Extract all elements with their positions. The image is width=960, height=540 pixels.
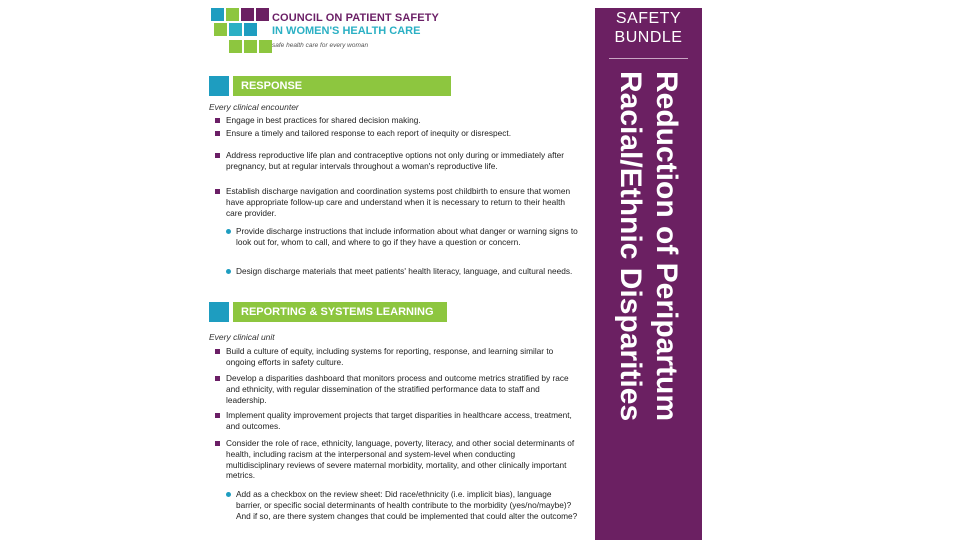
bullet-square (215, 376, 220, 381)
bullet-dot (226, 229, 231, 234)
section-marker-square (209, 76, 229, 96)
logo-square (211, 8, 224, 21)
logo-name-line2: IN WOMEN'S HEALTH CARE (272, 25, 421, 37)
list-item: Establish discharge navigation and coordination systems post childbirth to ensure that women have appropriate follow-up care and understand when it is necessary to return to their health care provider. (215, 186, 575, 218)
bullet-square (215, 349, 220, 354)
logo-square (244, 23, 257, 36)
divider (609, 58, 688, 59)
list-item: Develop a disparities dashboard that monitors process and outcome metrics stratified by race and ethnicity, with regular dissemination of the stratified performance data to staff and leadership. (215, 373, 575, 405)
logo-square (229, 40, 242, 53)
logo-square (244, 40, 257, 53)
response-heading: RESPONSE (233, 76, 451, 96)
bundle-title-line1: Reduction of Peripartum (650, 71, 683, 422)
bullet-square (215, 189, 220, 194)
safety-bundle-page (200, 8, 702, 540)
bundle-label: BUNDLE (614, 29, 683, 46)
reporting-subheading: Every clinical unit (209, 332, 275, 342)
response-subheading: Every clinical encounter (209, 102, 299, 112)
section-marker-square (209, 302, 229, 322)
bundle-title-line2: Racial/Ethnic Disparities (614, 71, 647, 422)
logo-square (256, 8, 269, 21)
sub-list-item: Design discharge materials that meet patients' health literacy, language, and cultural needs. (226, 266, 578, 277)
bullet-dot (226, 269, 231, 274)
bullet-square (215, 153, 220, 158)
bullet-square (215, 441, 220, 446)
safety-label: SAFETY (615, 10, 682, 27)
logo-tagline: safe health care for every woman (272, 42, 369, 49)
list-item: Build a culture of equity, including systems for reporting, response, and learning similar to ongoing efforts in safety culture. (215, 346, 575, 368)
logo-square (241, 8, 254, 21)
list-item: Engage in best practices for shared decision making. (215, 115, 575, 126)
list-item: Address reproductive life plan and contraceptive options not only during or immediately after pregnancy, but at regular intervals throughout a woman's reproductive life. (215, 150, 575, 172)
sub-list-item: Add as a checkbox on the review sheet: Did race/ethnicity (i.e. implicit bias), language barrier, or specific social determinants of health contribute to the morbidity (yes/no/maybe)? And if so, are there system changes that could be implemented that could alter the outcome? (226, 489, 578, 521)
title-sidebar (595, 8, 702, 540)
bullet-square (215, 413, 220, 418)
bullet-dot (226, 492, 231, 497)
sub-list-item: Provide discharge instructions that include information about what danger or warning signs to look out for, whom to call, and where to go if they have a question or concern. (226, 226, 578, 248)
logo-square (259, 40, 272, 53)
logo-square (229, 23, 242, 36)
council-logo (211, 8, 451, 58)
logo-square (226, 8, 239, 21)
logo-square (214, 23, 227, 36)
logo-name-line1: COUNCIL ON PATIENT SAFETY (272, 12, 439, 24)
bullet-square (215, 131, 220, 136)
list-item: Implement quality improvement projects that target disparities in healthcare access, treatment, and outcomes. (215, 410, 575, 432)
list-item: Consider the role of race, ethnicity, language, poverty, literacy, and other social determinants of health, including racism at the interpersonal and system-level when conducting multidisciplinary reviews of severe maternal morbidity, mortality, and other clinically important metrics. (215, 438, 575, 481)
bullet-square (215, 118, 220, 123)
reporting-heading: REPORTING & SYSTEMS LEARNING (233, 302, 447, 322)
list-item: Ensure a timely and tailored response to each report of inequity or disrespect. (215, 128, 575, 139)
